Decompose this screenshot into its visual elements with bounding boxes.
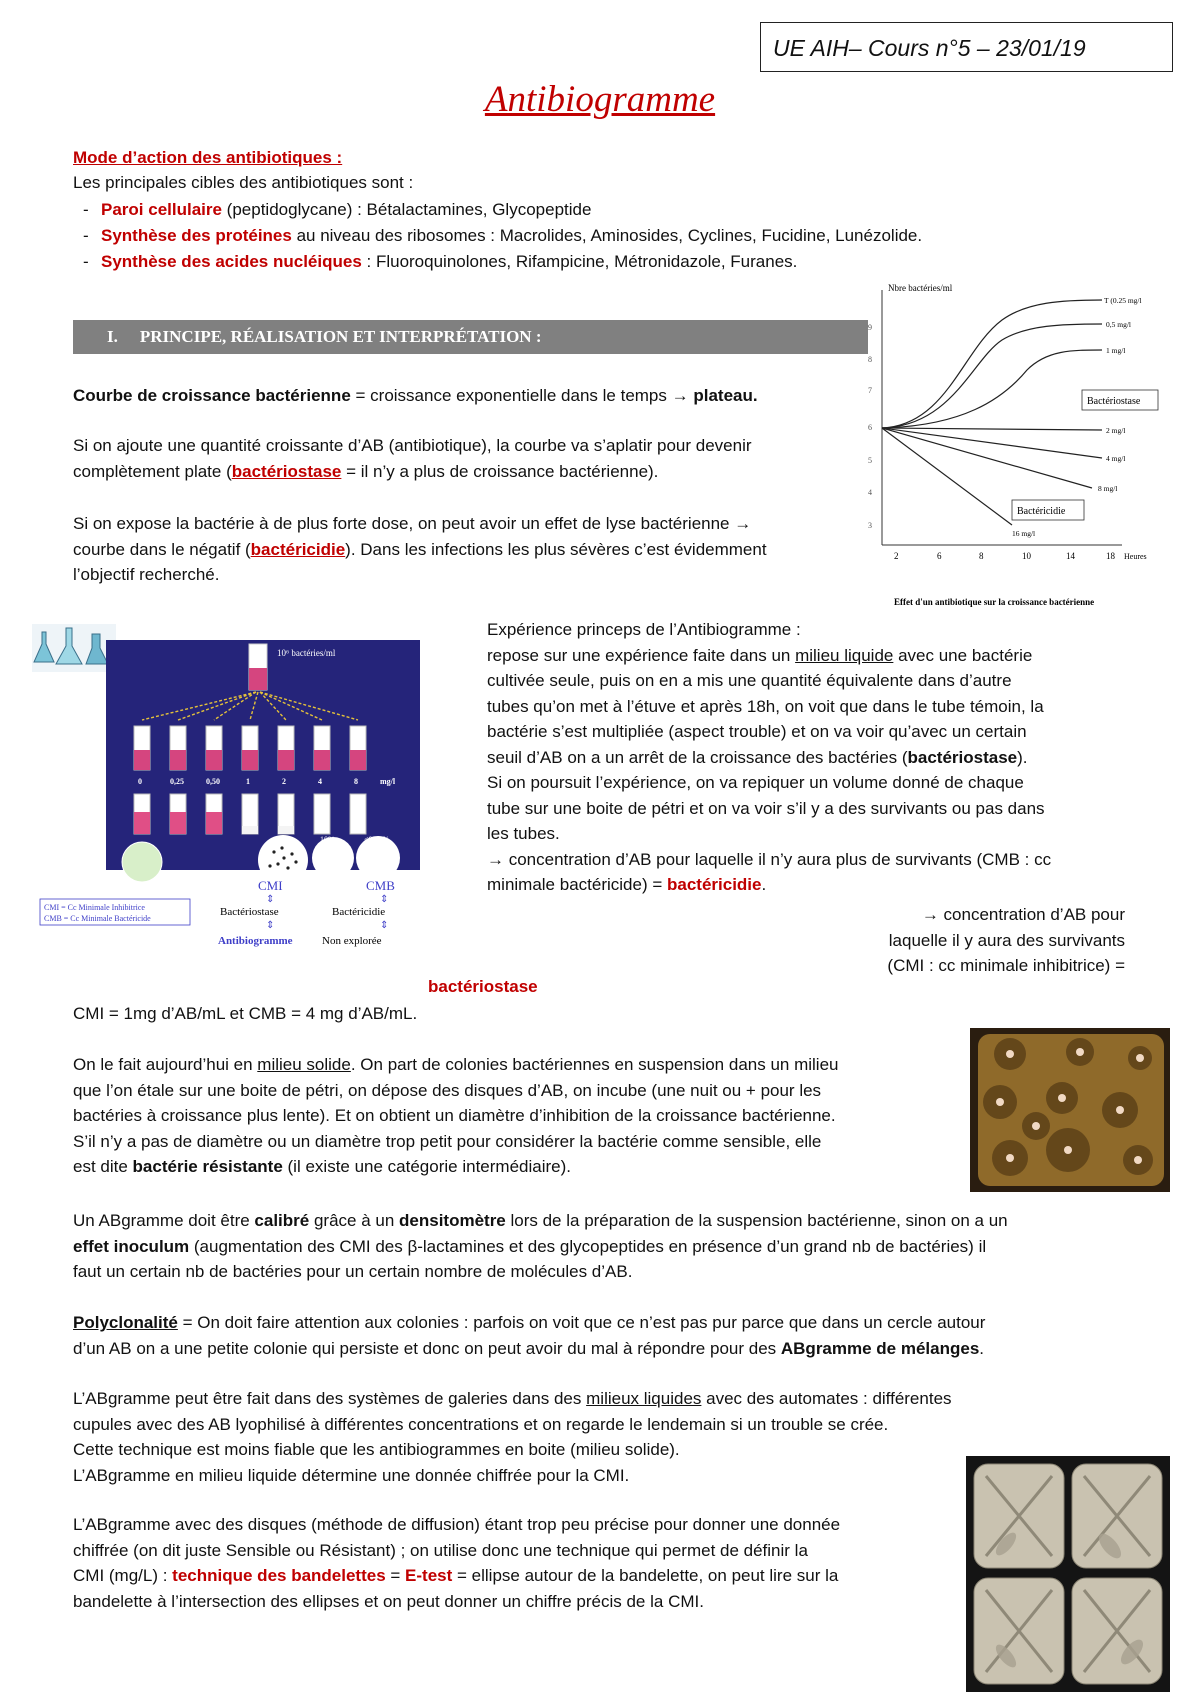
svg-text:⇕: ⇕	[266, 920, 275, 931]
curve-2	[882, 428, 1102, 430]
svg-text:10: 10	[1022, 551, 1031, 561]
svg-text:7: 7	[868, 386, 872, 395]
calibration-paragraph: Un ABgramme doit être calibré grâce à un densitomètre lors de la préparation de la suspension bactérienne, sinon on a un effet inoculum (augmentation des CMI des β-lactamines et des glycopeptides en présence d’un grand nb de bactéries) il faut un certain nb de bactéries pour un certain nombre de molécules d’AB.	[73, 1211, 1008, 1281]
cmi-label: CMI	[258, 878, 283, 893]
svg-text:5: 5	[868, 456, 872, 465]
section-number: I.	[107, 327, 118, 346]
x-axis-label: Heures	[1124, 552, 1147, 561]
bacteriostase-centered: bactériostase	[428, 977, 538, 996]
growth-paragraph: Courbe de croissance bactérienne = croissance exponentielle dans le temps → plateau.	[73, 386, 758, 405]
svg-text:0,25: 0,25	[170, 777, 184, 786]
tube-top-label: 10⁶ bactéries/ml	[277, 648, 336, 658]
svg-text:3: 3	[868, 521, 872, 530]
cmi-cmb-values: CMI = 1mg d’AB/mL et CMB = 4 mg d’AB/mL.	[73, 1004, 418, 1023]
lyse-paragraph-line2: courbe dans le négatif (bactéricidie). Dans les infections les plus sévères c’est évidemment	[73, 540, 767, 559]
list-item: - Synthèse des acides nucléiques : Fluoroquinolones, Rifampicine, Métronidazole, Furanes.	[73, 249, 922, 275]
svg-text:8: 8	[979, 551, 984, 561]
svg-text:8: 8	[868, 355, 872, 364]
svg-text:4: 4	[868, 488, 872, 497]
ab-paragraph-line2: complètement plate (bactériostase = il n’y a plus de croissance bactérienne).	[73, 462, 659, 481]
svg-text:2: 2	[894, 551, 899, 561]
etest-paragraph: L’ABgramme avec des disques (méthode de diffusion) étant trop peu précise pour donner une donnée chiffrée (on dit juste Sensible ou Résistant) ; on utilise donc une technique qui permet de définir la CMI (mg/L) : technique des bandelettes = E-test = ellipse autour de la bandelette, on peut lire sur la bandelette à l’intersection des ellipses et on peut donner un chiffre précis de la CMI.	[73, 1515, 841, 1611]
svg-text:18: 18	[1106, 551, 1115, 561]
svg-text:8: 8	[354, 777, 358, 786]
svg-text:1 mg/l: 1 mg/l	[1106, 346, 1126, 355]
polyclonality-paragraph: Polyclonalité = On doit faire attention aux colonies : parfois on voit que ce n’est pas pur parce que dans un cercle autour d’un AB on a une petite colonie qui persiste et donc on peut avoir du mal à répondre pour des ABgramme de mélanges.	[73, 1313, 986, 1358]
section-title: PRINCIPE, RÉALISATION ET INTERPRÉTATION :	[139, 327, 542, 346]
svg-text:⇕: ⇕	[266, 894, 275, 905]
svg-text:mg/l: mg/l	[380, 777, 396, 786]
list-item: - Synthèse des protéines au niveau des ribosomes : Macrolides, Aminosides, Cyclines, Fucidine, Lunézolide.	[73, 223, 922, 249]
curve-0.5	[882, 324, 1102, 428]
tube-experiment-figure	[30, 622, 470, 952]
pct-label-10: 10%	[320, 835, 335, 844]
svg-text:0: 0	[138, 777, 142, 786]
etest-plates-photo	[966, 1456, 1170, 1692]
curve-4	[882, 428, 1102, 458]
experience-paragraph: Expérience princeps de l’Antibiogramme : repose sur une expérience faite dans un milieu liquide avec une bactérie cultivée seule, puis on en a mis une quantité équivalente dans d’autre tubes qu’on met à l’étuve et après 18h, on voit que dans le tube témoin, la bactérie s’est multipliée (aspect trouble) et on va voir qu’avec un certain seuil d’AB on a un arrêt de la croissance des bactéries (bactériostase). Si on poursuit l’expérience, on va repiquer un volume donné de chaque tube sur une boite de pétri et on va voir s’il y a des survivants ou pas dans les tubes. → concentration d’AB pour laquelle il n’y aura plus de survivants (CMB : cc minimale bactéricide) = bactéricidie.	[487, 617, 1124, 898]
bacteriostase-label: Bactériostase	[220, 906, 279, 918]
svg-text:2: 2	[282, 777, 286, 786]
svg-text:8 mg/l: 8 mg/l	[1098, 484, 1118, 493]
svg-text:6: 6	[937, 551, 942, 561]
petri-dish-photo	[970, 1028, 1170, 1192]
experience-cmi-note: → concentration d’AB pour laquelle il y aura des survivants (CMI : cc minimale inhibitrice) =	[887, 905, 1125, 975]
svg-text:6: 6	[868, 423, 872, 432]
list-item: - Paroi cellulaire (peptidoglycane) : Bétalactamines, Glycopeptide	[73, 197, 922, 223]
legend-cmi: CMI = Cc Minimale Inhibitrice	[44, 903, 145, 912]
bacteriostase-box-label: Bactériostase	[1087, 396, 1141, 407]
svg-text:⇕: ⇕	[380, 894, 389, 905]
bactericidie-label: Bactéricidie	[332, 906, 386, 918]
bactericidie-box-label: Bactéricidie	[1017, 506, 1066, 517]
svg-text:2 mg/l: 2 mg/l	[1106, 426, 1126, 435]
svg-text:14: 14	[1066, 551, 1075, 561]
page-title: Antibiogramme	[484, 79, 716, 120]
svg-text:0,5 mg/l: 0,5 mg/l	[1106, 320, 1132, 329]
course-reference-box: UE AIH– Cours n°5 – 23/01/19	[760, 22, 1173, 72]
chart-caption: Effet d'un antibiotique sur la croissance bactérienne	[894, 597, 1095, 607]
curve-0.25	[882, 300, 1102, 428]
ab-paragraph-line1: Si on ajoute une quantité croissante d’AB (antibiotique), la courbe va s’aplatir pour devenir	[73, 436, 752, 455]
target-list	[73, 197, 922, 275]
svg-text:16 mg/l: 16 mg/l	[1012, 529, 1036, 538]
experience-title: Expérience princeps de l’Antibiogramme :	[487, 620, 801, 639]
lyse-paragraph-line1: Si on expose la bactérie à de plus forte dose, on peut avoir un effet de lyse bactérienne →	[73, 514, 752, 533]
cmb-label: CMB	[366, 878, 395, 893]
solid-medium-paragraph: On le fait aujourd’hui en milieu solide. On part de colonies bactériennes en suspension dans un milieu que l’on étale sur une boite de pétri, on dépose des disques d’AB, on incube (une nuit ou + pour les bactéries à croissance plus lente). Et on obtient un diamètre d’inhibition de la croissance bactérienne. S’il n’y a pas de diamètre ou un diamètre trop petit pour considérer la bactérie comme sensible, elle est dite bactérie résistante (il existe une catégorie intermédiaire).	[73, 1055, 839, 1176]
growth-curves	[882, 300, 1102, 525]
svg-text:4 mg/l: 4 mg/l	[1106, 454, 1126, 463]
legend-cmb: CMB = Cc Minimale Bactéricide	[44, 914, 151, 923]
svg-text:9: 9	[868, 323, 872, 332]
svg-text:0,50: 0,50	[206, 777, 220, 786]
svg-text:T (0.25 mg/l: T (0.25 mg/l	[1104, 296, 1142, 305]
curve-1	[882, 350, 1102, 428]
galleries-paragraph: L’ABgramme peut être fait dans des systèmes de galeries dans des milieux liquides avec des automates : différentes cupules avec des AB lyophilisé à différentes concentrations et on regarde le lendemain si un trouble se crée. Cette technique est moins fiable que les antibiogrammes en boite (milieu solide). L’ABgramme en milieu liquide détermine une donnée chiffrée pour la CMI.	[73, 1389, 952, 1485]
mode-action-intro: Les principales cibles des antibiotiques sont :	[73, 173, 414, 192]
svg-text:⇕: ⇕	[380, 920, 389, 931]
lab-flasks-icon	[32, 624, 116, 672]
y-axis-label: Nbre bactéries/ml	[888, 283, 953, 293]
antibiogramme-label: Antibiogramme	[218, 935, 293, 947]
curve-8	[882, 428, 1092, 488]
growth-curve-figure	[852, 280, 1162, 612]
mode-action-heading: Mode d’action des antibiotiques :	[73, 148, 343, 167]
x-tick-labels	[894, 551, 1116, 561]
svg-text:4: 4	[318, 777, 322, 786]
lyse-paragraph-line3: l’objectif recherché.	[73, 565, 220, 584]
section-heading	[73, 320, 868, 354]
pct-label-001: <0,01%	[364, 835, 390, 844]
svg-text:1: 1	[246, 777, 250, 786]
non-exploree-label: Non explorée	[322, 935, 382, 947]
